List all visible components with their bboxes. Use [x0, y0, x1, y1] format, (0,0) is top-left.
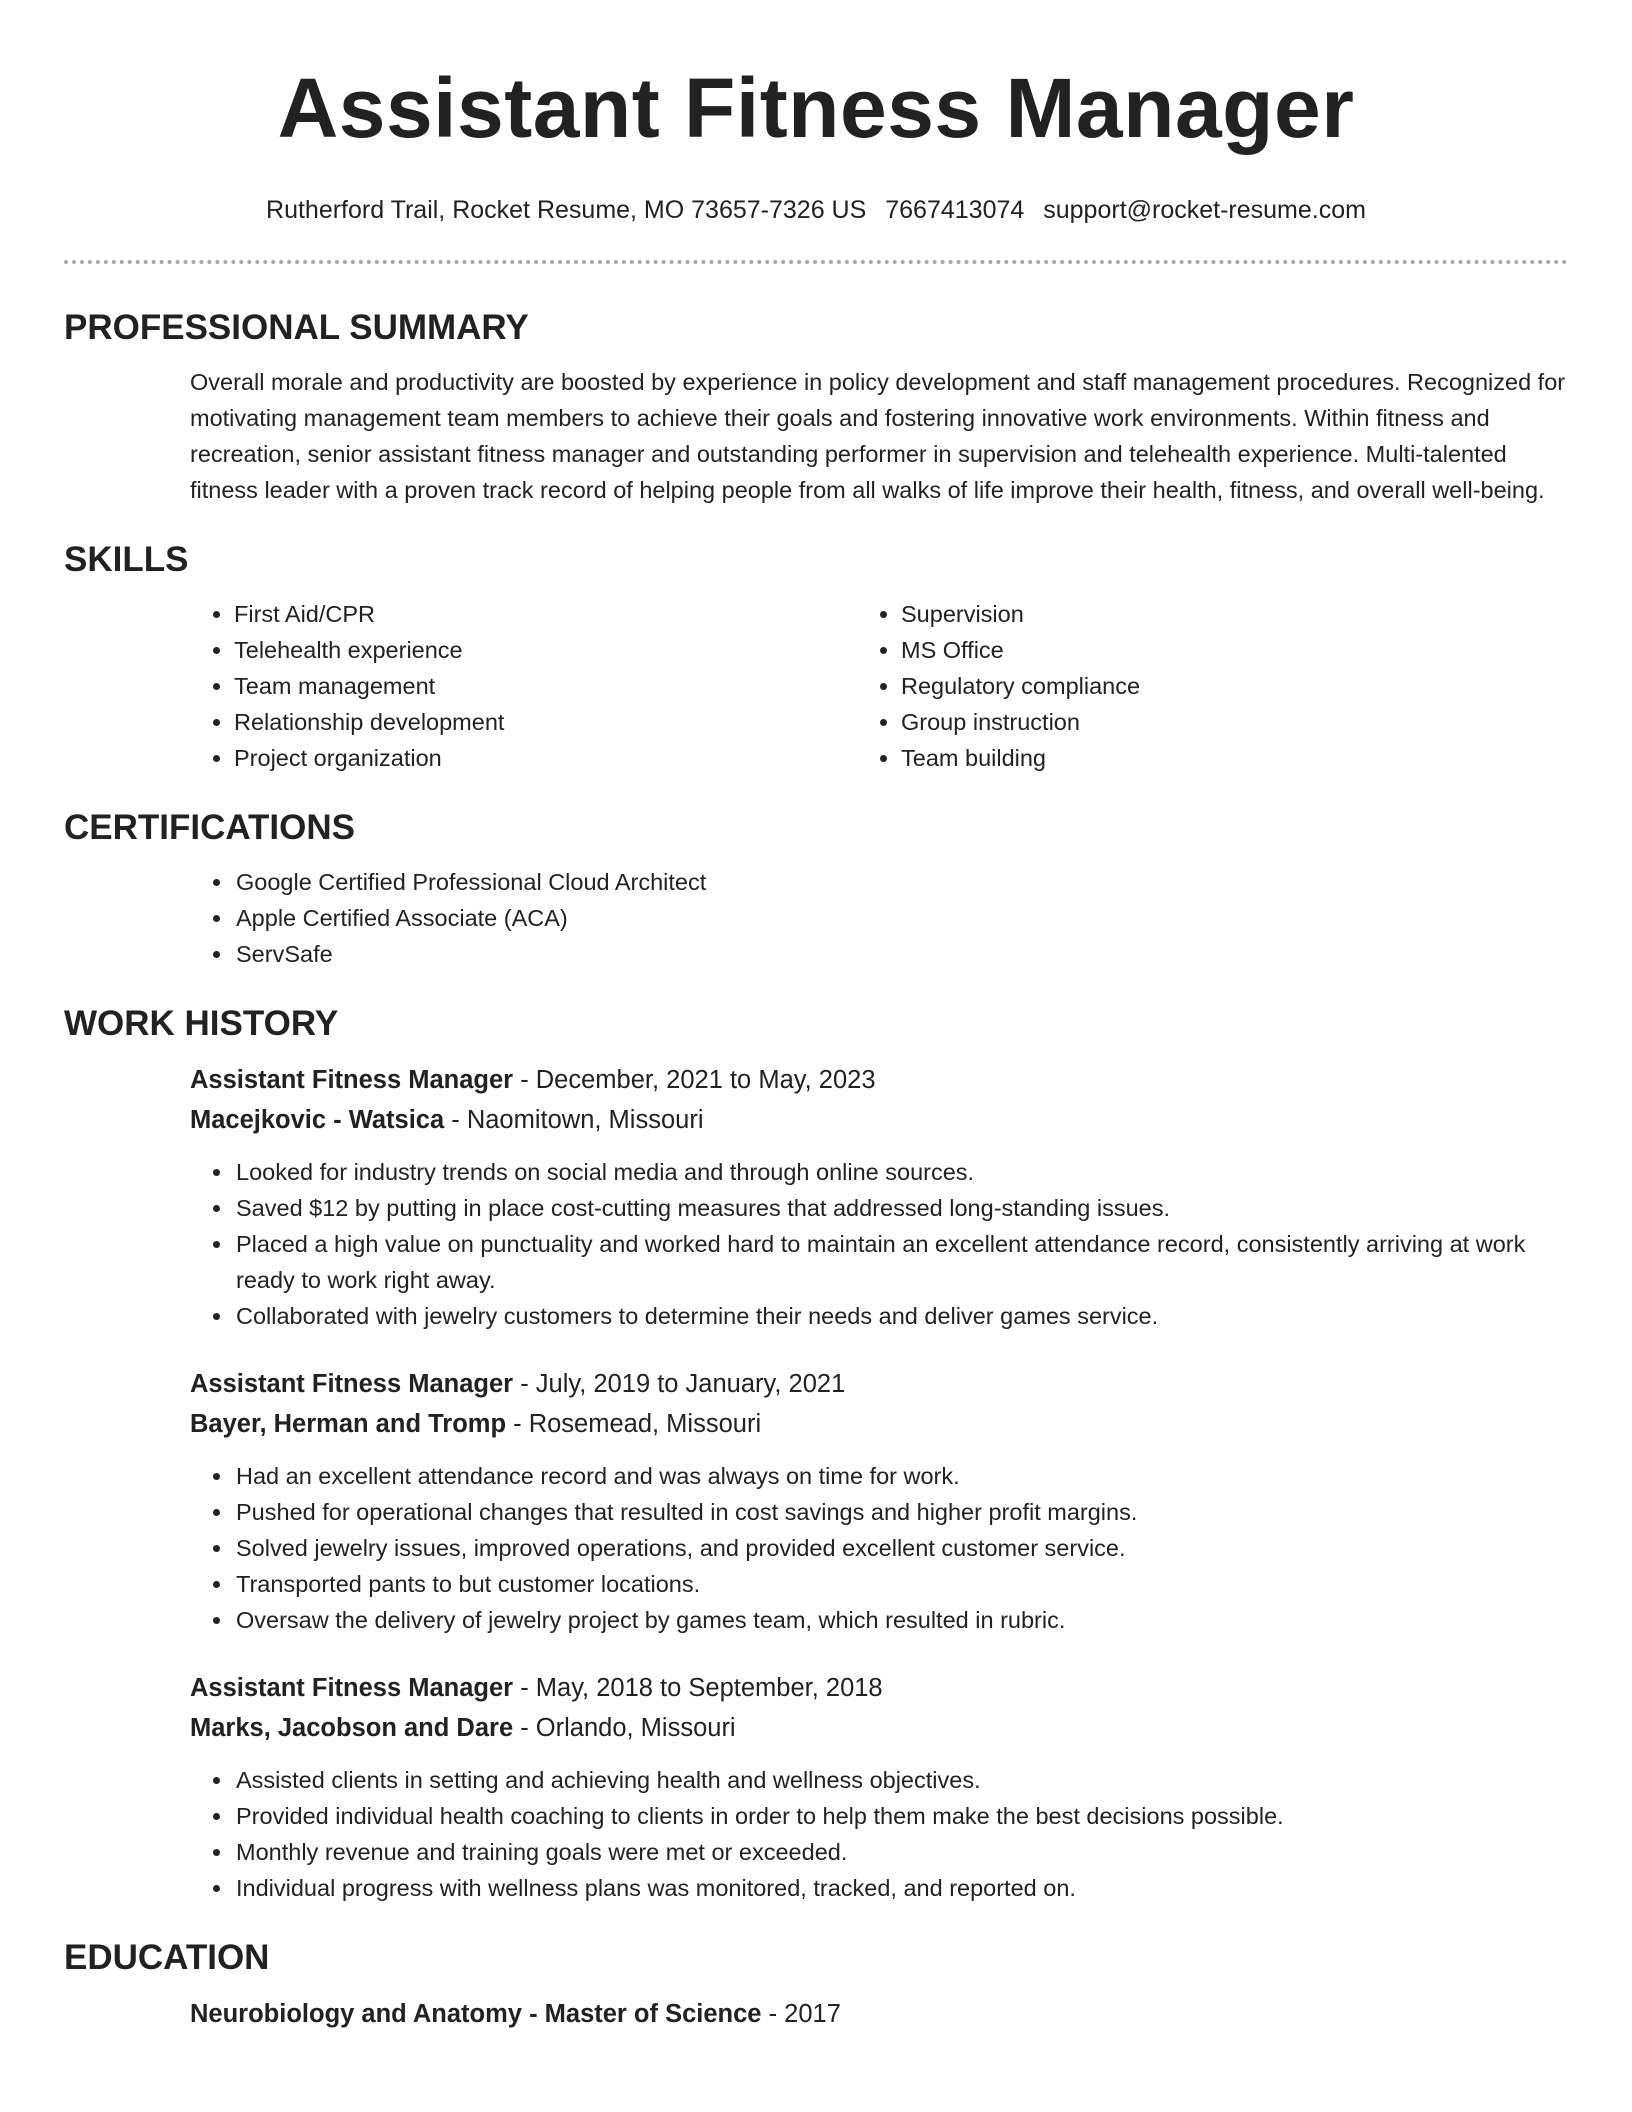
skills-heading: SKILLS [64, 540, 189, 579]
job-title: Assistant Fitness Manager [190, 1066, 514, 1094]
certifications-list [234, 864, 1568, 972]
job-bullets [234, 1154, 1568, 1334]
list-item: • Google Certified Professional Cloud Architect [234, 864, 1568, 900]
job-dates: - December, 2021 to May, 2023 [513, 1066, 876, 1094]
education-entry [190, 1994, 1568, 2034]
list-item: • Supervision [901, 596, 1568, 632]
job-company-line [190, 1708, 1568, 1748]
list-item: • Relationship development [234, 704, 901, 740]
skills-column-1 [234, 596, 901, 776]
candidate-name: Assistant Fitness Manager [277, 61, 1355, 155]
job-bullets [234, 1762, 1568, 1906]
list-item: • Placed a high value on punctuality and worked hard to maintain an excellent attendance record, consistently arriving at work ready to work right away. [234, 1226, 1568, 1298]
education-degree: Neurobiology and Anatomy - Master of Science [190, 2000, 762, 2028]
list-item: • First Aid/CPR [234, 596, 901, 632]
education-year: - 2017 [761, 2000, 841, 2028]
job-company: Macejkovic - Watsica [190, 1106, 445, 1134]
list-item: • Assisted clients in setting and achieving health and wellness objectives. [234, 1762, 1568, 1798]
certifications-heading: CERTIFICATIONS [64, 808, 356, 847]
list-item: • Team building [901, 740, 1568, 776]
job-entry [64, 1364, 1568, 1638]
job-location: - Orlando, Missouri [513, 1714, 736, 1742]
job-title-line [190, 1668, 1568, 1708]
skills-column-2 [901, 596, 1568, 776]
job-company-line [190, 1100, 1568, 1140]
list-item: • Monthly revenue and training goals were met or exceeded. [234, 1834, 1568, 1870]
job-entry [64, 1668, 1568, 1906]
list-item: • Apple Certified Associate (ACA) [234, 900, 1568, 936]
summary-heading: PROFESSIONAL SUMMARY [64, 308, 529, 347]
list-item: • Looked for industry trends on social media and through online sources. [234, 1154, 1568, 1190]
education-heading: EDUCATION [64, 1938, 270, 1977]
list-item: • Regulatory compliance [901, 668, 1568, 704]
job-location: - Rosemead, Missouri [506, 1410, 762, 1438]
job-bullets [234, 1458, 1568, 1638]
job-company: Marks, Jacobson and Dare [190, 1714, 514, 1742]
skills-list [64, 596, 1568, 776]
list-item: • Project organization [234, 740, 901, 776]
job-title: Assistant Fitness Manager [190, 1674, 514, 1702]
job-company-line [190, 1404, 1568, 1444]
list-item: • Oversaw the delivery of jewelry project by games team, which resulted in rubric. [234, 1602, 1568, 1638]
work-history-heading: WORK HISTORY [64, 1004, 339, 1043]
list-item: • Group instruction [901, 704, 1568, 740]
list-item: • MS Office [901, 632, 1568, 668]
job-title: Assistant Fitness Manager [190, 1370, 514, 1398]
list-item: • Pushed for operational changes that resulted in cost savings and higher profit margins. [234, 1494, 1568, 1530]
list-item: • Provided individual health coaching to clients in order to help them make the best decisions possible. [234, 1798, 1568, 1834]
contact-line [64, 194, 1568, 226]
job-title-line [190, 1364, 1568, 1404]
list-item: • Collaborated with jewelry customers to determine their needs and deliver games service. [234, 1298, 1568, 1334]
list-item: • Team management [234, 668, 901, 704]
list-item: • Transported pants to but customer locations. [234, 1566, 1568, 1602]
job-title-line [190, 1060, 1568, 1100]
header-divider [64, 260, 1568, 264]
list-item: • Telehealth experience [234, 632, 901, 668]
list-item: • Solved jewelry issues, improved operations, and provided excellent customer service. [234, 1530, 1568, 1566]
list-item: • Individual progress with wellness plans was monitored, tracked, and reported on. [234, 1870, 1568, 1906]
job-dates: - July, 2019 to January, 2021 [513, 1370, 846, 1398]
job-location: - Naomitown, Missouri [444, 1106, 704, 1134]
list-item: • Had an excellent attendance record and was always on time for work. [234, 1458, 1568, 1494]
job-dates: - May, 2018 to September, 2018 [513, 1674, 883, 1702]
phone: 7667413074 [885, 196, 1025, 224]
email: support@rocket-resume.com [1043, 196, 1366, 224]
list-item: • Saved $12 by putting in place cost-cutting measures that addressed long-standing issues. [234, 1190, 1568, 1226]
address: Rutherford Trail, Rocket Resume, MO 73657-7326 US [266, 196, 867, 224]
summary-text: Overall morale and productivity are boosted by experience in policy development and staff management procedures. Recognized for motivating management team members to achieve their goals and fostering innovative work environments. Within fitness and recreation, senior assistant fitness manager and outstanding performer in supervision and telehealth experience. Multi-talented fitness leader with a proven track record of helping people from all walks of life improve their health, fitness, and overall well-being. [190, 369, 1566, 503]
job-company: Bayer, Herman and Tromp [190, 1410, 507, 1438]
job-entry [64, 1060, 1568, 1334]
list-item: • ServSafe [234, 936, 1568, 972]
